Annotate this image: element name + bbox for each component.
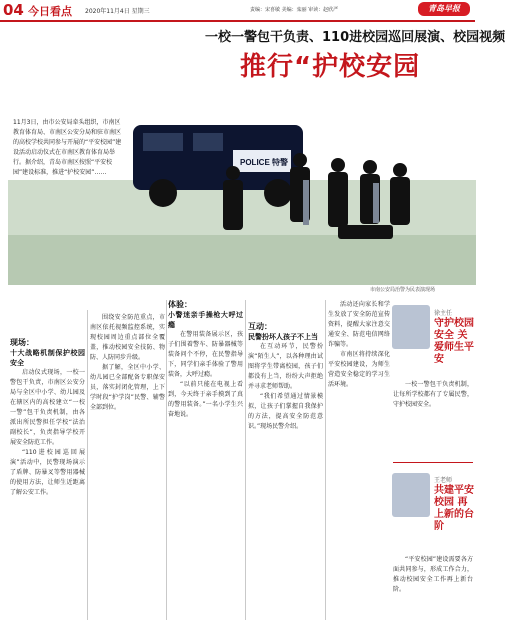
issue-date: 2020年11月4日 星期三 (85, 8, 150, 15)
main-headline: 推行“护校安园 (240, 52, 421, 82)
section-heading: 现场： (10, 338, 34, 347)
paragraph: “以前只能在电视上看到，今天终于亲手摸到了真的警用装备。”一名小学生兴奋地说。 (168, 381, 243, 418)
paragraph: “平安校园”建设需要各方面共同参与，形成工作合力，推动校园安全工作再上新台阶。 (393, 556, 473, 593)
newspaper-logo: 青岛早报 (418, 2, 470, 16)
quote-title: 守护校园安全 关爱师生平安 (434, 318, 474, 365)
quote-name: 王老师 (434, 477, 453, 484)
paragraph: 启动仪式现场，一校一警包干负责，市南区公安分局与全区中小学、幼儿园及在辖区内的高校建立“一校一警”包干负责机制，由各派出所民警担任学校“法治副校长”，负责指导学校开展安全防范工作。 (10, 369, 85, 446)
avatar (392, 473, 430, 517)
paragraph: “我们希望通过情景模拟，让孩子们掌握自我保护的方法，提高安全防范意识。”现场民警介绍。 (248, 393, 323, 430)
page-number: 04 (3, 1, 24, 19)
paragraph: 活动还向家长和学生发放了安全防范宣传资料，提醒大家注意交通安全、防范电信网络诈骗等。 (328, 301, 390, 348)
section-subheading: 民警扮坏人孩子不上当 (248, 333, 318, 341)
header-rule (0, 20, 475, 22)
quote-box (390, 300, 475, 375)
article-column (168, 300, 243, 620)
paragraph: 据了解，全区中小学、幼儿园已全部配备专职保安员，落实封闭化管理，上下学时段“护学岗”民警、辅警全部到位。 (90, 364, 165, 411)
section-heading: 体验： (168, 300, 192, 309)
paragraph: “110进校园巡回展演”活动中，民警现场演示了盾牌、防暴叉等警用器械的使用方法，让师生近距离了解公安工作。 (10, 449, 85, 496)
intro-paragraph: 11月3日，由市公安局牵头组织，市南区教育体育局、市南区公安分局和驻市南区的高校学校共同参与开展的“平安校园”建设活动启动仪式在市南区教育体育局举行。据介绍，青岛市南区按照“平安校园”建设标准，推进“护校安园”…… (13, 119, 122, 176)
sub-headline: 一校一警包干负责、110进校园巡回展演、校园视频 (205, 30, 505, 45)
column-divider (166, 300, 167, 620)
paragraph: 一校一警包干负责机制，让每所学校都有了专属民警，守护校园安全。 (393, 381, 473, 408)
quote-box (390, 465, 475, 550)
quote-title: 共建平安校园 再上新的台阶 (434, 485, 474, 532)
paragraph: 在警用装备展示区，孩子们围着警车、防暴器械等装备问个不停，在民警指导下，同学们亲手体验了警用装备，大呼过瘾。 (168, 331, 243, 378)
section-divider (393, 462, 473, 463)
article-column (248, 322, 323, 620)
paragraph: 围绕安全防范重点，市南区依托视频监控系统，实现校园周边重点部位全覆盖，推动校园安全技防、物防、人防同步升级。 (90, 314, 165, 361)
article-column (90, 313, 165, 620)
section-subheading: 十大战略机制保护校园安全 (10, 349, 85, 367)
column-divider (245, 300, 246, 620)
section-title: 今日看点 (28, 5, 72, 18)
quote-text (393, 555, 473, 620)
vehicle-label: POLICE 特警 (240, 158, 289, 167)
section-heading: 互动： (248, 322, 272, 331)
paragraph: 市南区将持续深化平安校园建设，为师生营造安全稳定的学习生活环境。 (328, 351, 390, 388)
section-subheading: 小警迷亲手操枪大呼过瘾 (168, 311, 243, 329)
article-column (10, 338, 85, 620)
photo-caption: 市南公安局治警为民表演现场 (370, 287, 436, 293)
paragraph: 在互动环节，民警扮演“陌生人”，以各种理由试图将学生带离校园，孩子们都没有上当，纷纷大声拒绝并寻求老师帮助。 (248, 343, 323, 390)
quote-name: 徐主任 (434, 310, 453, 317)
avatar (392, 305, 430, 349)
column-divider (325, 300, 326, 620)
staff-credits: 责编：宋喜敏 美编：栾丽 审读：赵欣严 (250, 7, 339, 13)
column-divider (87, 310, 88, 620)
quote-text (393, 380, 473, 460)
article-column (328, 300, 390, 620)
